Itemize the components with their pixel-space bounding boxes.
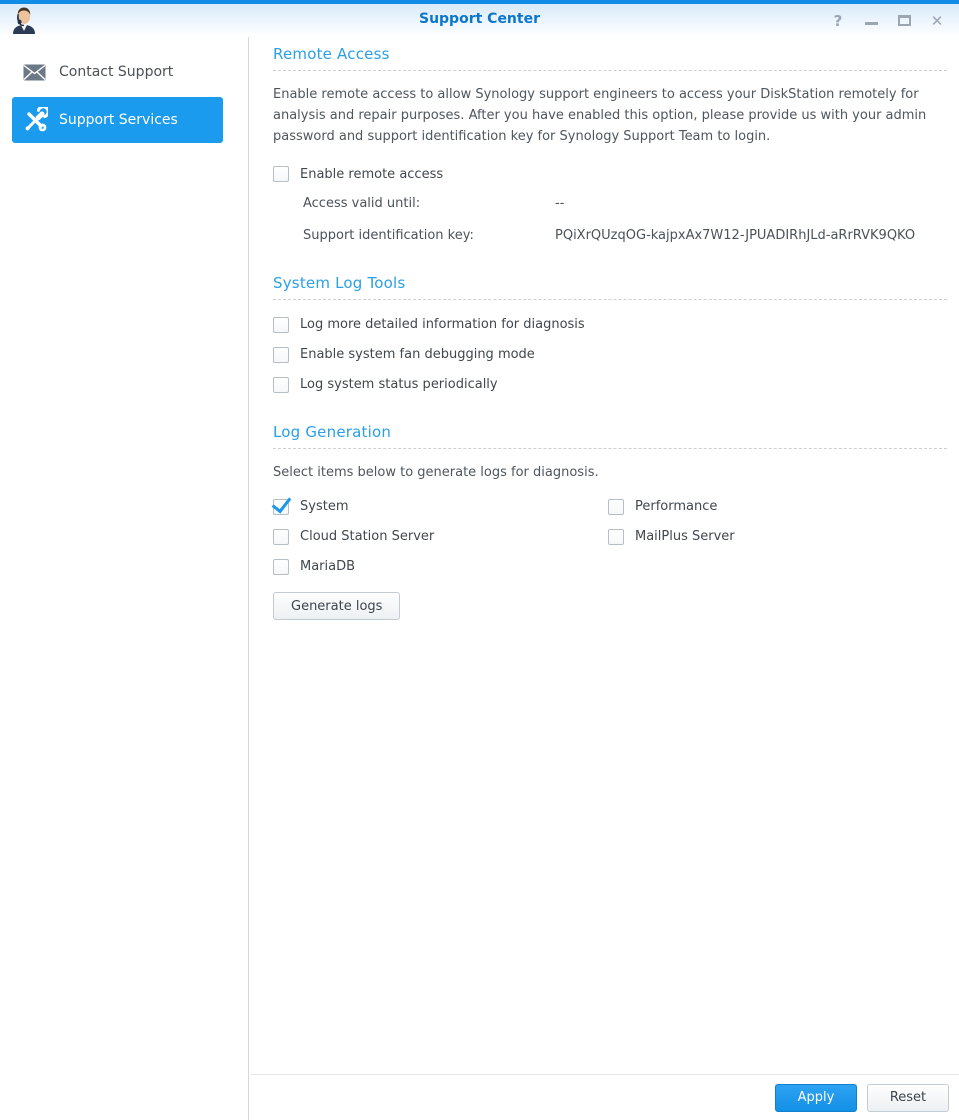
- field-label: Support identification key:: [303, 228, 474, 243]
- remote-access-description: Enable remote access to allow Synology support engineers to access your DiskStation remotely for analysis and repair purposes. After you have enabled this option, please provide us with your admin password and support identification key for Synology Support Team to login.: [273, 87, 927, 144]
- field-label: Access valid until:: [303, 196, 421, 211]
- sidebar-item-support-services[interactable]: [12, 97, 223, 143]
- sidebar-item-contact-support[interactable]: [12, 49, 223, 95]
- checkbox-box[interactable]: [273, 377, 289, 393]
- checkbox-performance[interactable]: [608, 498, 908, 515]
- checkbox-label: Log system status periodically: [300, 377, 498, 392]
- checkbox-label: MailPlus Server: [635, 529, 735, 544]
- checkbox-mariadb[interactable]: [273, 558, 608, 575]
- checkbox-system[interactable]: [273, 498, 608, 515]
- close-icon[interactable]: ✕: [930, 11, 944, 30]
- maximize-icon[interactable]: [896, 13, 912, 29]
- checkbox-log-detailed-info[interactable]: [273, 316, 947, 333]
- checkbox-label: Enable system fan debugging mode: [300, 347, 535, 362]
- section-divider: [273, 70, 947, 71]
- remote-access-heading: Remote Access: [273, 45, 390, 63]
- tools-icon: [21, 107, 48, 133]
- checkbox-box[interactable]: [273, 529, 289, 545]
- checkbox-box[interactable]: [608, 529, 624, 545]
- window-controls: [830, 4, 945, 37]
- checkbox-mailplus-server[interactable]: [608, 528, 908, 545]
- reset-button[interactable]: Reset: [867, 1084, 949, 1112]
- window-title: Support Center: [418, 11, 540, 27]
- sidebar: [0, 37, 249, 1120]
- field-access-valid-until: [303, 195, 947, 212]
- system-log-tools-options: [273, 316, 947, 393]
- main-content: [249, 37, 959, 1120]
- titlebar: [0, 0, 959, 37]
- checkbox-fan-debugging[interactable]: [273, 346, 947, 363]
- checkbox-box[interactable]: [273, 166, 289, 182]
- sidebar-item-label: Support Services: [59, 112, 178, 128]
- checkbox-box[interactable]: [273, 347, 289, 363]
- log-generation-intro: Select items below to generate logs for diagnosis.: [273, 465, 599, 480]
- checkbox-cloud-station-server[interactable]: [273, 528, 608, 545]
- checkbox-log-status-periodically[interactable]: [273, 376, 947, 393]
- footer-bar: [251, 1074, 959, 1120]
- checkbox-label: MariaDB: [300, 559, 356, 574]
- checkbox-label: Cloud Station Server: [300, 529, 435, 544]
- app-body: [0, 37, 959, 1120]
- field-support-identification-key: [303, 227, 947, 244]
- checkbox-box[interactable]: [273, 559, 289, 575]
- section-divider: [273, 299, 947, 300]
- apply-button[interactable]: Apply: [775, 1084, 857, 1112]
- checkbox-box[interactable]: [273, 317, 289, 333]
- checkbox-label: System: [300, 499, 349, 514]
- help-icon[interactable]: ?: [833, 11, 843, 30]
- checkbox-label: Log more detailed information for diagnosis: [300, 317, 585, 332]
- minimize-icon[interactable]: [863, 13, 879, 29]
- system-log-tools-heading: System Log Tools: [273, 274, 406, 292]
- sidebar-item-label: Contact Support: [59, 64, 174, 80]
- generate-logs-button[interactable]: Generate logs: [273, 592, 400, 620]
- log-generation-heading: Log Generation: [273, 423, 392, 441]
- field-value: --: [555, 196, 565, 211]
- section-divider: [273, 448, 947, 449]
- envelope-icon: [21, 64, 48, 81]
- checkbox-enable-remote-access[interactable]: [273, 166, 947, 182]
- checkbox-box[interactable]: [608, 499, 624, 515]
- checkbox-label: Performance: [635, 499, 718, 514]
- checkbox-label: Enable remote access: [300, 166, 444, 182]
- field-value: PQiXrQUzqOG-kajpxAx7W12-JPUADIRhJLd-aRrRVK9QKO: [555, 228, 916, 243]
- checkbox-box[interactable]: [273, 499, 289, 515]
- log-generation-options: [273, 498, 947, 575]
- remote-access-fields: [303, 195, 947, 244]
